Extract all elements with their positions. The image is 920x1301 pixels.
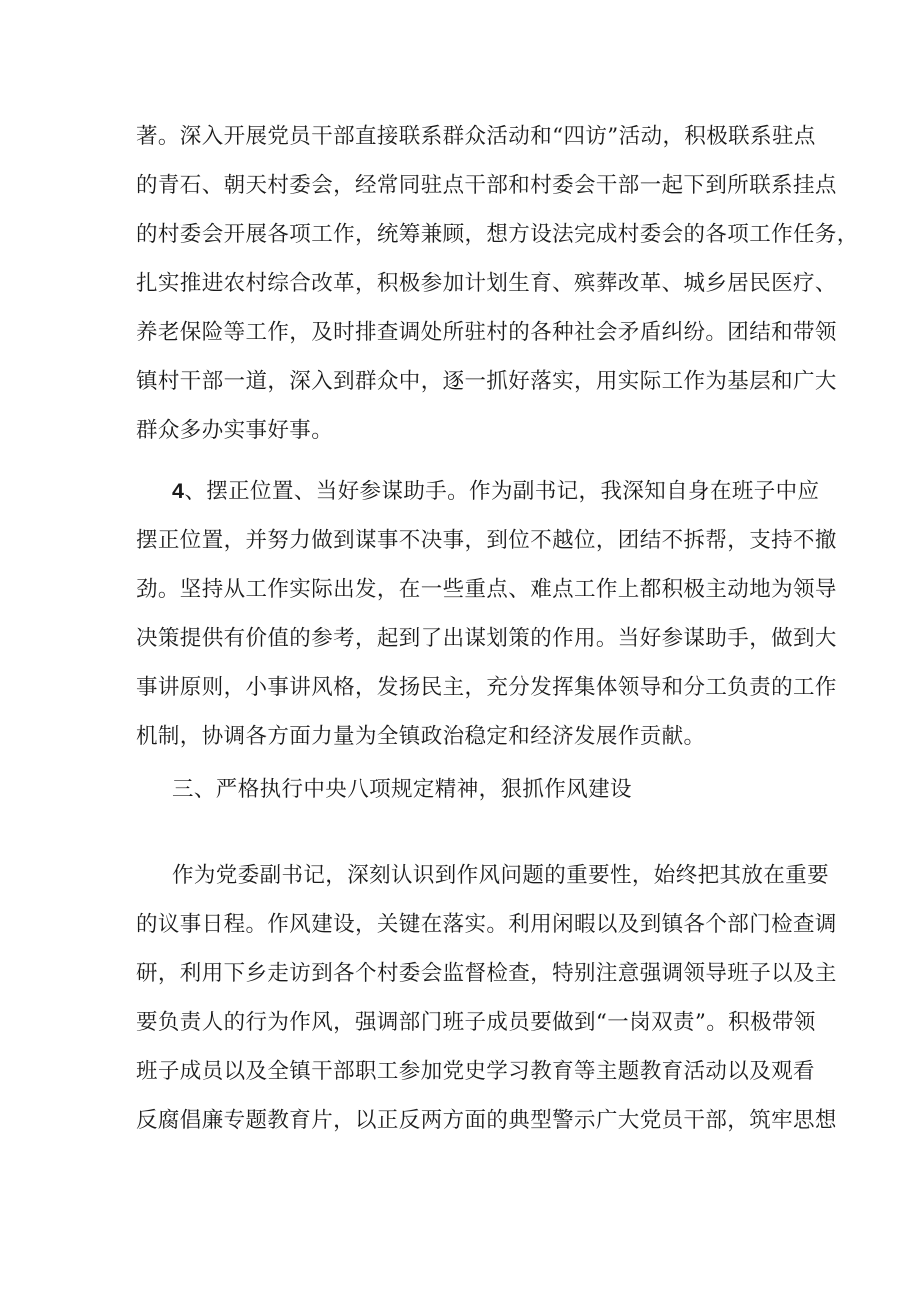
paragraph-line: 事讲原则，小事讲风格，发扬民主，充分发挥集体领导和分工负责的工作: [136, 675, 837, 700]
paragraph-line: 的议事日程。作风建设，关键在落实。利用闲暇以及到镇各个部门检查调: [136, 912, 837, 937]
paragraph-first-line: [172, 481, 819, 503]
paragraph-line: 摆正位置，并努力做到谋事不决事，到位不越位，团结不拆帮，支持不撤: [136, 528, 837, 553]
paragraph-line: 的村委会开展各项工作，统筹兼顾，想方设法完成村委会的各项工作任务，: [136, 222, 859, 247]
paragraph-line: 决策提供有价值的参考，起到了出谋划策的作用。当好参谋助手，做到大: [136, 626, 837, 651]
paragraph-line: 要负责人的行为作风，强调部门班子成员要做到“一岗双责”。积极带领: [136, 1010, 816, 1035]
paragraph-line: 研，利用下乡走访到各个村委会监督检查，特别注意强调领导班子以及主: [136, 961, 837, 986]
list-number: 4: [172, 479, 185, 503]
paragraph-line-text: 、摆正位置、当好参谋助手。作为副书记，我深知自身在班子中应: [184, 479, 820, 504]
paragraph-line: 扎实推进农村综合改革，积极参加计划生育、殡葬改革、城乡居民医疗、: [136, 271, 837, 296]
paragraph-line: 镇村干部一道，深入到群众中，逐一抓好落实，用实际工作为基层和广大: [136, 369, 837, 394]
paragraph-line: 劲。坚持从工作实际出发，在一些重点、难点工作上都积极主动地为领导: [136, 577, 837, 602]
paragraph-line: 班子成员以及全镇干部职工参加党史学习教育等主题教育活动以及观看: [136, 1059, 815, 1084]
paragraph-line: 养老保险等工作，及时排查调处所驻村的各种社会矛盾纠纷。团结和带领: [136, 320, 837, 345]
paragraph-line: 著。深入开展党员干部直接联系群众活动和“四访”活动，积极联系驻点: [136, 124, 816, 149]
paragraph-line: 群众多办实事好事。: [136, 418, 334, 443]
section-heading: 三、严格执行中央八项规定精神，狠抓作风建设: [172, 777, 632, 802]
paragraph-line: 反腐倡廉专题教育片，以正反两方面的典型警示广大党员干部，筑牢思想: [136, 1108, 837, 1133]
paragraph-line: 机制，协调各方面力量为全镇政治稳定和经济发展作贡献。: [136, 724, 706, 749]
paragraph-first-line: 作为党委副书记，深刻认识到作风问题的重要性，始终把其放在重要: [172, 863, 830, 888]
paragraph-line: 的青石、朝天村委会，经常同驻点干部和村委会干部一起下到所联系挂点: [136, 173, 837, 198]
